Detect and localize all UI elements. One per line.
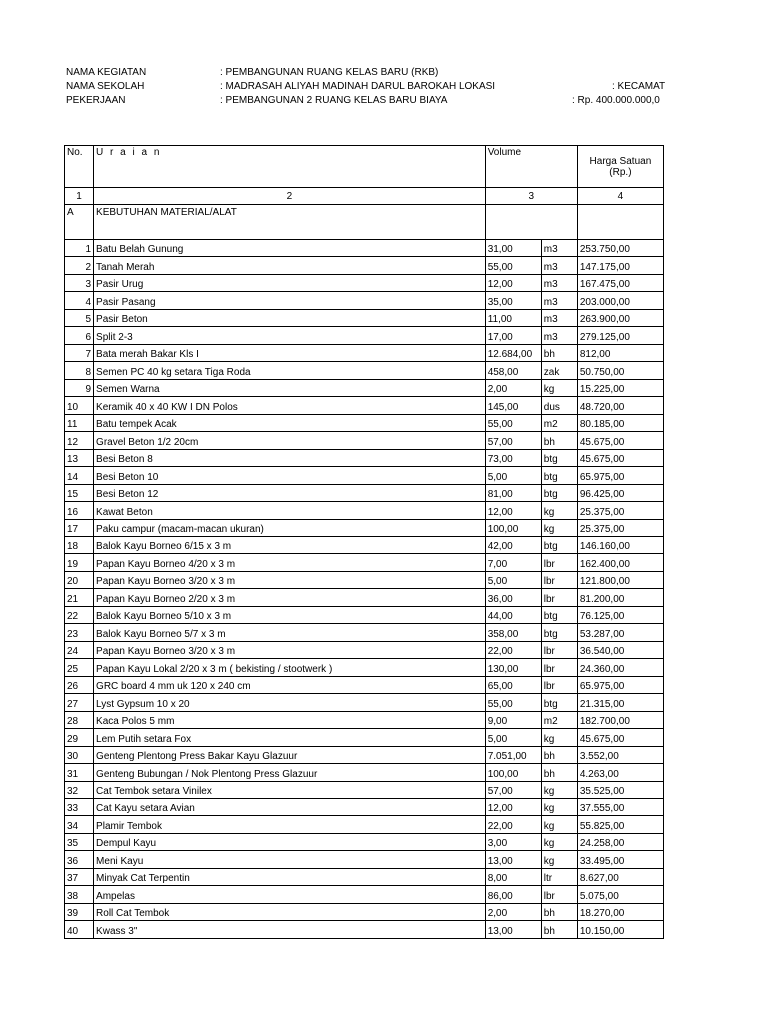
item-uraian: Besi Beton 10 (94, 467, 486, 484)
item-harga: 147.175,00 (577, 257, 663, 274)
table-row (65, 554, 664, 571)
item-volume: 17,00 (485, 327, 541, 344)
item-satuan: btg (541, 606, 577, 623)
item-no: 36 (65, 851, 94, 868)
item-satuan: bh (541, 432, 577, 449)
table-row (65, 274, 664, 291)
item-volume: 11,00 (485, 309, 541, 326)
item-volume: 5,00 (485, 467, 541, 484)
item-satuan: zak (541, 362, 577, 379)
item-harga: 24.360,00 (577, 659, 663, 676)
item-volume: 100,00 (485, 764, 541, 781)
item-uraian: Besi Beton 12 (94, 484, 486, 501)
item-no: 23 (65, 624, 94, 641)
item-satuan: kg (541, 379, 577, 396)
item-uraian: Pasir Urug (94, 274, 486, 291)
table-row (65, 886, 664, 903)
item-uraian: Paku campur (macam-macan ukuran) (94, 519, 486, 536)
item-satuan: lbr (541, 659, 577, 676)
item-no: 20 (65, 571, 94, 588)
item-harga: 37.555,00 (577, 799, 663, 816)
item-volume: 55,00 (485, 257, 541, 274)
item-no: 34 (65, 816, 94, 833)
item-no: 21 (65, 589, 94, 606)
item-satuan: lbr (541, 554, 577, 571)
table-row (65, 484, 664, 501)
item-harga: 146.160,00 (577, 536, 663, 553)
item-no: 28 (65, 711, 94, 728)
item-harga: 76.125,00 (577, 606, 663, 623)
item-volume: 42,00 (485, 536, 541, 553)
item-uraian: Roll Cat Tembok (94, 903, 486, 920)
col-number: 2 (94, 188, 486, 205)
item-uraian: Balok Kayu Borneo 5/7 x 3 m (94, 624, 486, 641)
header-value: : PEMBANGUNAN 2 RUANG KELAS BARU BIAYA (220, 95, 448, 106)
item-satuan: bh (541, 921, 577, 938)
table-row (65, 379, 664, 396)
col-number: 3 (485, 188, 577, 205)
table-row (65, 589, 664, 606)
item-no: 39 (65, 903, 94, 920)
section-harga-cell (577, 205, 663, 240)
table-row (65, 764, 664, 781)
item-uraian: Papan Kayu Borneo 3/20 x 3 m (94, 571, 486, 588)
item-uraian: Gravel Beton 1/2 20cm (94, 432, 486, 449)
item-volume: 3,00 (485, 833, 541, 850)
item-volume: 12,00 (485, 274, 541, 291)
item-volume: 7,00 (485, 554, 541, 571)
item-no: 24 (65, 641, 94, 658)
item-no: 17 (65, 519, 94, 536)
item-satuan: m2 (541, 711, 577, 728)
table-row (65, 606, 664, 623)
item-harga: 25.375,00 (577, 502, 663, 519)
item-volume: 2,00 (485, 903, 541, 920)
item-harga: 45.675,00 (577, 432, 663, 449)
col-header-volume: Volume (485, 146, 577, 188)
item-uraian: Besi Beton 8 (94, 449, 486, 466)
table-row (65, 641, 664, 658)
item-volume: 5,00 (485, 571, 541, 588)
item-harga: 21.315,00 (577, 694, 663, 711)
item-harga: 25.375,00 (577, 519, 663, 536)
item-uraian: Minyak Cat Terpentin (94, 868, 486, 885)
item-no: 13 (65, 449, 94, 466)
item-volume: 44,00 (485, 606, 541, 623)
item-volume: 55,00 (485, 694, 541, 711)
item-harga: 182.700,00 (577, 711, 663, 728)
item-harga: 3.552,00 (577, 746, 663, 763)
item-no: 2 (65, 257, 94, 274)
item-harga: 55.825,00 (577, 816, 663, 833)
item-no: 6 (65, 327, 94, 344)
item-no: 30 (65, 746, 94, 763)
table-row (65, 816, 664, 833)
item-no: 19 (65, 554, 94, 571)
table-row (65, 414, 664, 431)
header-row-kegiatan (66, 66, 766, 80)
item-uraian: Meni Kayu (94, 851, 486, 868)
item-volume: 31,00 (485, 240, 541, 257)
table-row (65, 536, 664, 553)
item-harga: 65.975,00 (577, 467, 663, 484)
section-code: A (65, 205, 94, 240)
item-satuan: kg (541, 816, 577, 833)
table-row (65, 868, 664, 885)
item-uraian: Papan Kayu Lokal 2/20 x 3 m ( bekisting / stootwerk ) (94, 659, 486, 676)
item-uraian: Genteng Plentong Press Bakar Kayu Glazuur (94, 746, 486, 763)
table-row (65, 746, 664, 763)
item-uraian: Genteng Bubungan / Nok Plentong Press Glazuur (94, 764, 486, 781)
item-no: 1 (65, 240, 94, 257)
item-satuan: bh (541, 903, 577, 920)
table-row (65, 309, 664, 326)
item-no: 27 (65, 694, 94, 711)
item-volume: 86,00 (485, 886, 541, 903)
material-table (64, 145, 664, 939)
item-satuan: kg (541, 519, 577, 536)
item-satuan: btg (541, 536, 577, 553)
item-uraian: Lyst Gypsum 10 x 20 (94, 694, 486, 711)
item-uraian: Balok Kayu Borneo 6/15 x 3 m (94, 536, 486, 553)
header-value: : PEMBANGUNAN RUANG KELAS BARU (RKB) (220, 67, 439, 78)
item-uraian: Papan Kayu Borneo 2/20 x 3 m (94, 589, 486, 606)
table-row (65, 676, 664, 693)
item-harga: 65.975,00 (577, 676, 663, 693)
item-uraian: Semen PC 40 kg setara Tiga Roda (94, 362, 486, 379)
item-volume: 13,00 (485, 851, 541, 868)
item-volume: 8,00 (485, 868, 541, 885)
table-row (65, 571, 664, 588)
item-satuan: m3 (541, 292, 577, 309)
table-row (65, 694, 664, 711)
item-harga: 80.185,00 (577, 414, 663, 431)
item-uraian: Kawat Beton (94, 502, 486, 519)
item-uraian: Pasir Pasang (94, 292, 486, 309)
item-harga: 279.125,00 (577, 327, 663, 344)
item-no: 32 (65, 781, 94, 798)
item-satuan: kg (541, 799, 577, 816)
item-uraian: Dempul Kayu (94, 833, 486, 850)
item-uraian: Cat Kayu setara Avian (94, 799, 486, 816)
table-row (65, 257, 664, 274)
item-satuan: btg (541, 484, 577, 501)
item-no: 26 (65, 676, 94, 693)
header-label: NAMA SEKOLAH (66, 81, 145, 92)
item-satuan: m3 (541, 274, 577, 291)
col-header-harga: Harga Satuan (Rp.) (577, 146, 663, 188)
item-no: 11 (65, 414, 94, 431)
item-uraian: Bata merah Bakar Kls I (94, 344, 486, 361)
item-satuan: bh (541, 746, 577, 763)
item-satuan: lbr (541, 676, 577, 693)
item-harga: 812,00 (577, 344, 663, 361)
item-uraian: Balok Kayu Borneo 5/10 x 3 m (94, 606, 486, 623)
table-row (65, 624, 664, 641)
item-harga: 121.800,00 (577, 571, 663, 588)
item-harga: 45.675,00 (577, 449, 663, 466)
table-row (65, 519, 664, 536)
section-title: KEBUTUHAN MATERIAL/ALAT (94, 205, 486, 240)
header-row-sekolah (66, 80, 766, 94)
col-number: 1 (65, 188, 94, 205)
item-no: 29 (65, 729, 94, 746)
item-no: 31 (65, 764, 94, 781)
item-harga: 35.525,00 (577, 781, 663, 798)
col-header-no: No. (65, 146, 94, 188)
item-harga: 18.270,00 (577, 903, 663, 920)
table-row (65, 799, 664, 816)
item-harga: 263.900,00 (577, 309, 663, 326)
header-value: : MADRASAH ALIYAH MADINAH DARUL BAROKAH LOKASI (220, 81, 496, 92)
item-uraian: Tanah Merah (94, 257, 486, 274)
item-no: 37 (65, 868, 94, 885)
item-no: 10 (65, 397, 94, 414)
item-uraian: Batu tempek Acak (94, 414, 486, 431)
item-volume: 7.051,00 (485, 746, 541, 763)
item-no: 18 (65, 536, 94, 553)
table-row (65, 711, 664, 728)
header-extra: : KECAMAT (612, 81, 666, 92)
item-volume: 22,00 (485, 816, 541, 833)
item-uraian: Plamir Tembok (94, 816, 486, 833)
item-harga: 81.200,00 (577, 589, 663, 606)
header-label: NAMA KEGIATAN (66, 67, 147, 78)
item-harga: 162.400,00 (577, 554, 663, 571)
item-volume: 12.684,00 (485, 344, 541, 361)
item-no: 38 (65, 886, 94, 903)
item-harga: 45.675,00 (577, 729, 663, 746)
item-satuan: kg (541, 729, 577, 746)
item-volume: 5,00 (485, 729, 541, 746)
item-harga: 24.258,00 (577, 833, 663, 850)
item-satuan: kg (541, 502, 577, 519)
item-harga: 10.150,00 (577, 921, 663, 938)
item-no: 7 (65, 344, 94, 361)
table-row (65, 362, 664, 379)
item-uraian: Kwass 3" (94, 921, 486, 938)
item-uraian: Keramik 40 x 40 KW I DN Polos (94, 397, 486, 414)
item-satuan: lbr (541, 589, 577, 606)
table-row (65, 903, 664, 920)
table-row (65, 240, 664, 257)
item-satuan: btg (541, 694, 577, 711)
item-uraian: Pasir Beton (94, 309, 486, 326)
item-volume: 81,00 (485, 484, 541, 501)
section-volume-cell (485, 205, 577, 240)
column-header-row (65, 146, 664, 188)
item-satuan: kg (541, 851, 577, 868)
item-volume: 130,00 (485, 659, 541, 676)
item-satuan: btg (541, 467, 577, 484)
item-uraian: Ampelas (94, 886, 486, 903)
item-no: 35 (65, 833, 94, 850)
header-row-pekerjaan (66, 94, 766, 108)
item-satuan: kg (541, 833, 577, 850)
item-volume: 358,00 (485, 624, 541, 641)
item-volume: 458,00 (485, 362, 541, 379)
header-label: PEKERJAAN (66, 95, 126, 106)
item-harga: 203.000,00 (577, 292, 663, 309)
item-satuan: m3 (541, 257, 577, 274)
item-satuan: bh (541, 344, 577, 361)
item-harga: 5.075,00 (577, 886, 663, 903)
item-uraian: Lem Putih setara Fox (94, 729, 486, 746)
item-volume: 57,00 (485, 432, 541, 449)
item-volume: 12,00 (485, 502, 541, 519)
col-number: 4 (577, 188, 663, 205)
item-harga: 4.263,00 (577, 764, 663, 781)
item-harga: 253.750,00 (577, 240, 663, 257)
item-harga: 8.627,00 (577, 868, 663, 885)
section-row (65, 205, 664, 240)
item-volume: 65,00 (485, 676, 541, 693)
item-satuan: bh (541, 764, 577, 781)
item-volume: 2,00 (485, 379, 541, 396)
item-uraian: GRC board 4 mm uk 120 x 240 cm (94, 676, 486, 693)
item-satuan: kg (541, 781, 577, 798)
item-harga: 48.720,00 (577, 397, 663, 414)
table-row (65, 292, 664, 309)
table-row (65, 833, 664, 850)
item-no: 33 (65, 799, 94, 816)
item-no: 16 (65, 502, 94, 519)
item-volume: 35,00 (485, 292, 541, 309)
table-row (65, 467, 664, 484)
table-row (65, 781, 664, 798)
item-satuan: lbr (541, 571, 577, 588)
item-harga: 36.540,00 (577, 641, 663, 658)
item-harga: 96.425,00 (577, 484, 663, 501)
item-uraian: Kaca Polos 5 mm (94, 711, 486, 728)
table-row (65, 729, 664, 746)
table-row (65, 327, 664, 344)
item-harga: 53.287,00 (577, 624, 663, 641)
item-satuan: dus (541, 397, 577, 414)
item-satuan: btg (541, 449, 577, 466)
document-header (66, 66, 766, 108)
item-no: 5 (65, 309, 94, 326)
item-no: 9 (65, 379, 94, 396)
item-no: 12 (65, 432, 94, 449)
item-uraian: Papan Kayu Borneo 3/20 x 3 m (94, 641, 486, 658)
item-satuan: ltr (541, 868, 577, 885)
item-volume: 55,00 (485, 414, 541, 431)
item-no: 14 (65, 467, 94, 484)
item-satuan: m3 (541, 240, 577, 257)
table-row (65, 449, 664, 466)
item-satuan: m2 (541, 414, 577, 431)
item-no: 8 (65, 362, 94, 379)
item-no: 25 (65, 659, 94, 676)
item-volume: 13,00 (485, 921, 541, 938)
item-no: 3 (65, 274, 94, 291)
item-volume: 22,00 (485, 641, 541, 658)
table-row (65, 851, 664, 868)
item-harga: 50.750,00 (577, 362, 663, 379)
item-no: 40 (65, 921, 94, 938)
item-uraian: Semen Warna (94, 379, 486, 396)
item-harga: 15.225,00 (577, 379, 663, 396)
item-volume: 145,00 (485, 397, 541, 414)
table-row (65, 502, 664, 519)
item-uraian: Papan Kayu Borneo 4/20 x 3 m (94, 554, 486, 571)
table-row (65, 397, 664, 414)
table-row (65, 921, 664, 938)
item-uraian: Cat Tembok setara Vinilex (94, 781, 486, 798)
item-volume: 73,00 (485, 449, 541, 466)
col-header-uraian: U r a i a n (94, 146, 486, 188)
table-row (65, 432, 664, 449)
item-satuan: btg (541, 624, 577, 641)
item-volume: 100,00 (485, 519, 541, 536)
header-extra: : Rp. 400.000.000,0 (572, 95, 660, 106)
item-no: 4 (65, 292, 94, 309)
item-no: 22 (65, 606, 94, 623)
item-uraian: Split 2-3 (94, 327, 486, 344)
item-harga: 167.475,00 (577, 274, 663, 291)
item-satuan: lbr (541, 886, 577, 903)
column-number-row (65, 188, 664, 205)
item-volume: 9,00 (485, 711, 541, 728)
item-volume: 57,00 (485, 781, 541, 798)
table-row (65, 659, 664, 676)
item-satuan: lbr (541, 641, 577, 658)
item-uraian: Batu Belah Gunung (94, 240, 486, 257)
item-volume: 36,00 (485, 589, 541, 606)
item-volume: 12,00 (485, 799, 541, 816)
item-satuan: m3 (541, 327, 577, 344)
table-row (65, 344, 664, 361)
item-no: 15 (65, 484, 94, 501)
item-satuan: m3 (541, 309, 577, 326)
item-harga: 33.495,00 (577, 851, 663, 868)
